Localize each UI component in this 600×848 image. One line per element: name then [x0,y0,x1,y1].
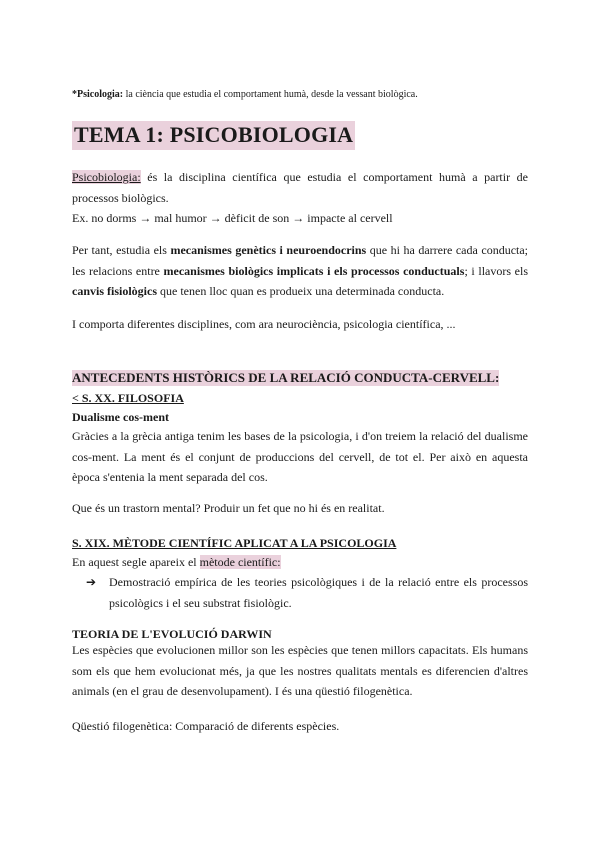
definition-term: Psicobiologia: [72,170,141,184]
p2-bold-1: mecanismes genètics i neuroendocrins [170,243,367,257]
metode-term: mètode científic: [199,555,281,569]
darwin-heading: TEORIA DE L'EVOLUCIÓ DARWIN [72,627,272,641]
trastorn-question: Que és un trastorn mental? Produir un fet que no hi és en realitat. [72,501,385,515]
bullet-text: Demostració empírica de les teories psicològiques i de la relació entre els processos psicològics i el seu substrat fisiològic. [109,575,528,610]
page-title: TEMA 1: PSICOBIOLOGIA [72,121,355,150]
p2-text-2: que hi ha darrere cada conducta; les relacions entre [72,243,529,278]
p2-text-4: que tenen lloc quan es produeix una determinada conducta. [157,284,445,298]
filosofia-subheading: < S. XX. FILOSOFIA [72,391,184,405]
p2-text-3: ; i llavors els [464,263,528,278]
footnote-text: la ciència que estudia el comportament humà, desde la vessant biològica. [123,89,418,100]
definition-text: és la disciplina científica que estudia el comportament humà a partir de processos biològics. [72,170,528,205]
antecedents-heading: ANTECEDENTS HISTÒRICS DE LA RELACIÓ CONDUCTA-CERVELL: [72,370,500,385]
bullet-item [86,572,528,613]
arrow-right-icon: ➔ [86,575,97,589]
p2-bold-3: canvis fisiològics [72,284,158,298]
metode-intro [72,552,528,573]
footnote [72,89,418,100]
mechanisms-paragraph [72,240,528,302]
filogenetica-note: Qüestió filogenètica: Comparació de diferents espècies. [72,719,340,733]
footnote-term: *Psicologia: [72,89,124,100]
p2-text-1: Per tant, estudia els [72,243,171,257]
dualisme-subheading: Dualisme cos-ment [72,410,169,424]
disciplines-paragraph: I comporta diferentes disciplines, com ara neurociència, psicologia científica, ... [72,317,456,331]
p2-bold-2: mecanismes biològics implicats i els processos conductuals [163,263,465,278]
metode-intro-text: En aquest segle apareix el [72,555,200,569]
darwin-paragraph: Les espècies que evolucionen millor son les espècies que tenen millors capacitats. Els humans som els que hem evolucionat més, ja que les nostres qualitats mentals es diferencien d'altres animals (en el grau de desenvolupament). I és una qüestió filogenètica. [72,643,528,698]
definition-paragraph [72,167,528,229]
metode-heading: S. XIX. MÈTODE CIENTÍFIC APLICAT A LA PSICOLOGIA [72,536,397,550]
definition-example: Ex. no dorms → mal humor → dèficit de son → impacte al cervell [72,211,393,225]
dualisme-paragraph: Gràcies a la grècia antiga tenim les bases de la psicologia, i d'on treiem la relació del dualisme cos-ment. La ment és el conjunt de produccions del cervell, de tot el. Per això en aquesta època s'entenia la ment separada del cos. [72,429,528,484]
